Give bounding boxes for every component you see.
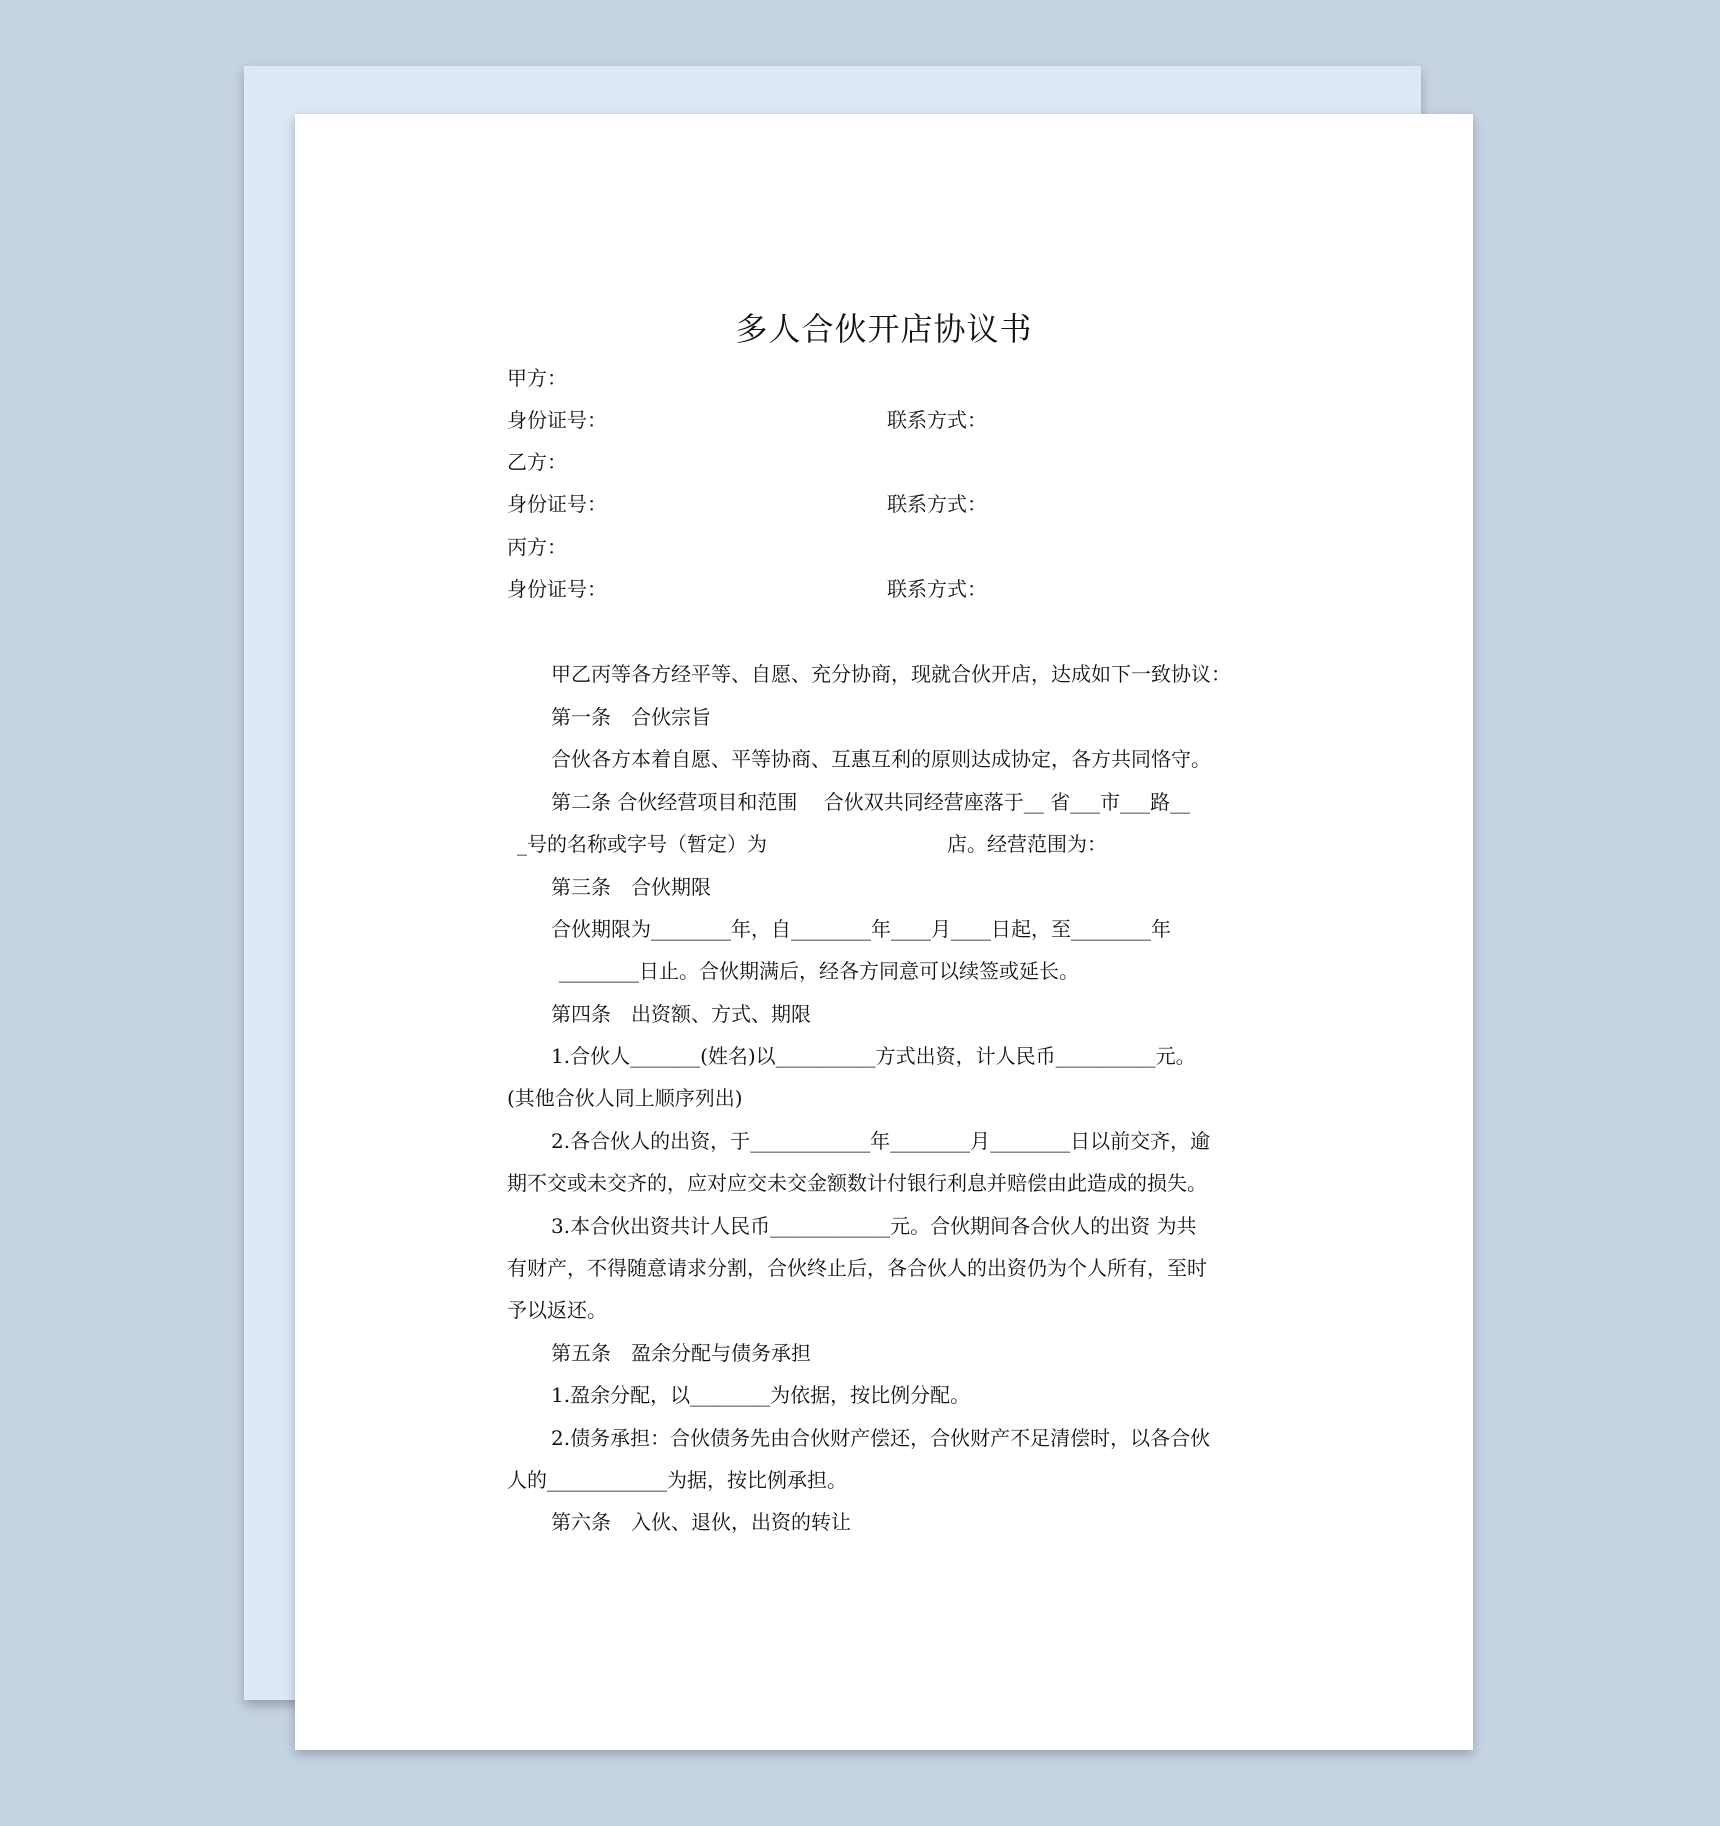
article-5-heading: 第五条 盈余分配与债务承担: [551, 1341, 811, 1365]
article-4-item-2-cont: 期不交或未交齐的，应对应交未交金额数计付银行利息并赔偿由此造成的损失。: [507, 1171, 1207, 1195]
article-1-text: 合伙各方本着自愿、平等协商、互惠互利的原则达成协定，各方共同恪守。: [551, 747, 1211, 771]
article-3-text-cont: ________日止。合伙期满后，经各方同意可以续签或延长。: [559, 959, 1079, 983]
preamble: 甲乙丙等各方经平等、自愿、充分协商，现就合伙开店，达成如下一致协议：: [551, 662, 1231, 686]
article-4-item-1: 1.合伙人_______(姓名)以__________方式出资，计人民币__________元。: [551, 1044, 1196, 1068]
article-4-item-3-cont: 有财产，不得随意请求分割，合伙终止后，各合伙人的出资仍为个人所有，至时: [507, 1256, 1207, 1280]
article-1-heading: 第一条 合伙宗旨: [551, 705, 711, 729]
document-title: 多人合伙开店协议书: [735, 310, 1033, 348]
article-4-heading: 第四条 出资额、方式、期限: [551, 1002, 811, 1026]
article-4-item-3-end: 予以返还。: [507, 1298, 607, 1322]
party-b-label: 乙方：: [507, 450, 567, 474]
document-page: [295, 114, 1473, 1750]
article-6-heading: 第六条 入伙、退伙，出资的转让: [551, 1510, 851, 1534]
party-a-contact-label: 联系方式：: [887, 408, 987, 432]
article-4-item-3: 3.本合伙出资共计人民币____________元。合伙期间各合伙人的出资 为共: [551, 1214, 1197, 1238]
article-3-text: 合伙期限为________年，自________年____月____日起，至________年: [551, 917, 1171, 941]
article-5-item-2: 2.债务承担：合伙债务先由合伙财产偿还，合伙财产不足清偿时，以各合伙: [551, 1426, 1211, 1450]
party-c-label: 丙方：: [507, 535, 567, 559]
party-c-id-label: 身份证号：: [507, 577, 607, 601]
article-5-item-2-cont: 人的____________为据，按比例承担。: [507, 1468, 847, 1492]
article-4-item-2: 2.各合伙人的出资，于____________年________月________日以前交齐，逾: [551, 1129, 1211, 1153]
article-2-text-cont: _号的名称或字号（暂定）为 店。经营范围为：: [517, 832, 1107, 856]
article-3-heading: 第三条 合伙期限: [551, 875, 711, 899]
party-b-contact-label: 联系方式：: [887, 492, 987, 516]
party-a-label: 甲方：: [507, 366, 567, 390]
party-b-id-label: 身份证号：: [507, 492, 607, 516]
party-c-contact-label: 联系方式：: [887, 577, 987, 601]
party-a-id-label: 身份证号：: [507, 408, 607, 432]
article-4-item-1-note: (其他合伙人同上顺序列出): [507, 1086, 743, 1110]
article-2-text: 第二条 合伙经营项目和范围 合伙双共同经营座落于__ 省___市___路__: [551, 790, 1191, 814]
article-5-item-1: 1.盈余分配，以________为依据，按比例分配。: [551, 1383, 971, 1407]
